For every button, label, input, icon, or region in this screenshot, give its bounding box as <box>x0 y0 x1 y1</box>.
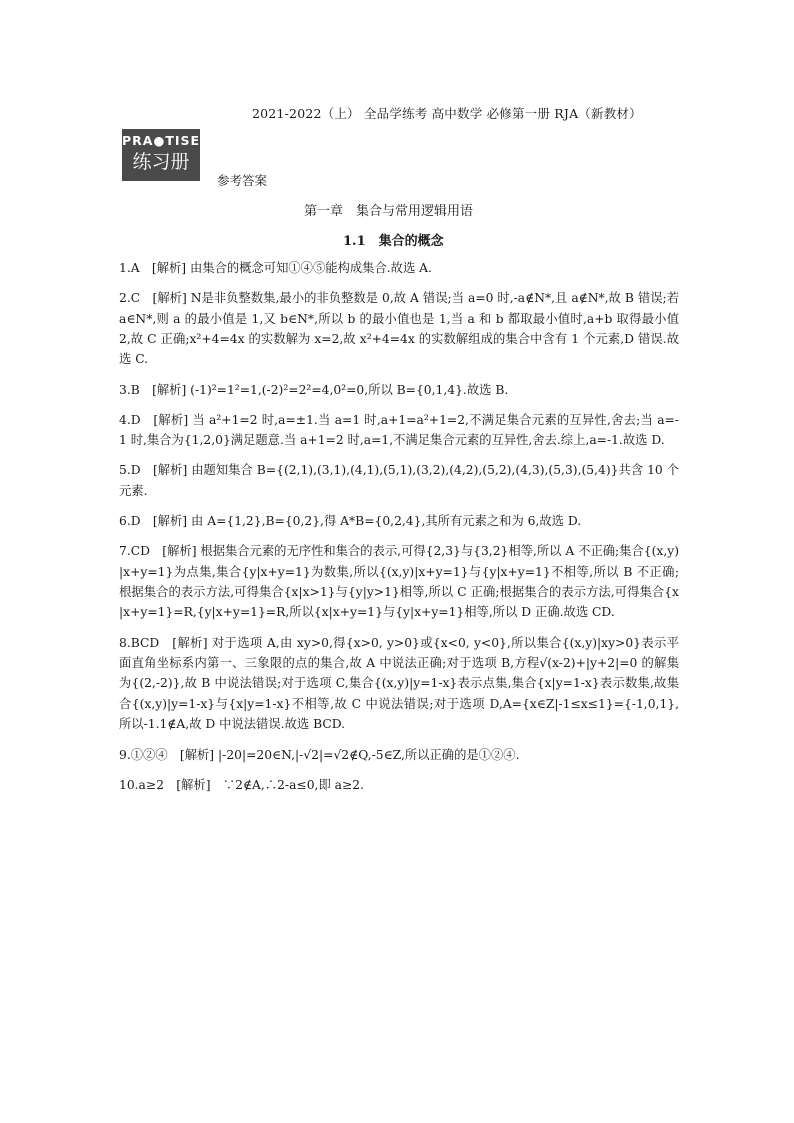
answer-item-5: 5.D [解析] 由题知集合 B={(2,1),(3,1),(4,1),(5,1),(3,2),(4,2),(5,2),(4,3),(5,3),(5,4)}共含 10 个元素. <box>119 463 679 498</box>
section-title: 1.1 集合的概念 <box>343 234 444 249</box>
answer-item-6: 6.D [解析] 由 A={1,2},B={0,2},得 A*B={0,2,4},其所有元素之和为 6,故选 D. <box>119 514 582 529</box>
logo-bottom-text: 练习册 <box>132 151 190 173</box>
practise-logo <box>122 129 200 181</box>
answer-item-3: 3.B [解析] (-1)²=1²=1,(-2)²=2²=4,0²=0,所以 B={0,1,4}.故选 B. <box>119 382 509 397</box>
answer-list <box>119 258 679 805</box>
answer-item-9: 9.①②④ [解析] |-20|=20∈N,|-√2|=√2∉Q,-5∈Z,所以正确的是①②④. <box>119 747 520 762</box>
answer-item-7: 7.CD [解析] 根据集合元素的无序性和集合的表示,可得{2,3}与{3,2}相等,所以 A 不正确;集合{(x,y)|x+y=1}为点集,集合{y|x+y=1}为数集,所以{(x,y)|x+y=1}与{y|x+y=1}不相等,所以 B 不正确;根据集合的表示方法,可得集合{x|x>1}与{y|y>1}相等,所以 C 正确;根据集合的表示方法,可得集合{x|x+y=1}=R,{y|x+y=1}=R,所以{x|x+y=1}与{y|x+y=1}相等,所以 D 正确.故选 CD. <box>119 544 679 620</box>
logo-top-text: PRA●TISE <box>122 133 201 148</box>
answer-item-10: 10.a≥2 [解析] ∵2∉A,∴2-a≤0,即 a≥2. <box>119 777 365 792</box>
book-info: 2021-2022（上） 全品学练考 高中数学 必修第一册 RJA（新教材） <box>252 106 642 121</box>
answer-item-4: 4.D [解析] 当 a²+1=2 时,a=±1.当 a=1 时,a+1=a²+1=2,不满足集合元素的互异性,舍去;当 a=-1 时,集合为{1,2,0}满足题意.当 a+1=2 时,a=1,不满足集合元素的互异性,舍去.综上,a=-1.故选 D. <box>119 412 679 448</box>
chapter-title: 第一章 集合与常用逻辑用语 <box>304 204 474 219</box>
answer-item-8: 8.BCD [解析] 对于选项 A,由 xy>0,得{x>0, y>0}或{x<0, y<0},所以集合{(x,y)|xy>0}表示平面直角坐标系内第一、三象限的点的集合,故 A 中说法正确;对于选项 B,方程√(x-2)+|y+2|=0 的解集为{(2,-2)},故 B 中说法错误;对于选项 C,集合{(x,y)|y=1-x}表示点集,集合{x|y=1-x}表示数集,故集合{(x,y)|y=1-x}与{x|y=1-x}不相等,故 C 中说法错误;对于选项 D,A={x∈Z|-1≤x≤1}={-1,0,1},所以-1.1∉A,故 D 中说法错误.故选 BCD. <box>119 635 679 732</box>
answer-item-2: 2.C [解析] N是非负整数集,最小的非负整数是 0,故 A 错误;当 a=0 时,-a∉N*,且 a∉N*,故 B 错误;若 a∈N*,则 a 的最小值是 1,又 b∈N*,所以 b 的最小值也是 1,当 a 和 b 都取最小值时,a+b 取得最小值 2,故 C 正确;x²+4=4x 的实数解为 x=2,故 x²+4=4x 的实数解组成的集合中含有 1 个元素,D 错误.故选 C. <box>119 291 679 367</box>
answer-item-1: 1.A [解析] 由集合的概念可知①④⑤能构成集合.故选 A. <box>119 261 432 275</box>
answer-label: 参考答案 <box>217 173 268 188</box>
